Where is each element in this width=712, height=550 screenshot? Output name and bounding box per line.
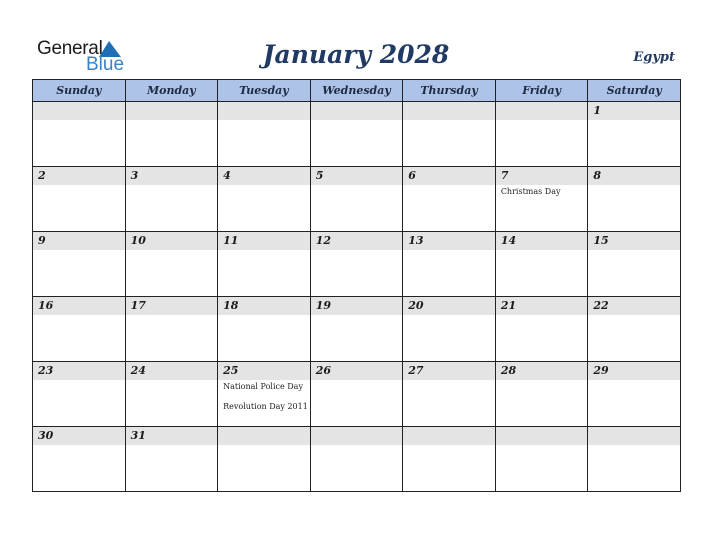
day-cell: [125, 232, 218, 297]
day-cell: [588, 427, 681, 492]
day-cell: [495, 232, 588, 297]
day-number: [496, 427, 588, 445]
day-cell: [495, 102, 588, 167]
day-number: 27: [403, 362, 495, 380]
day-cell: [33, 102, 126, 167]
day-cell: [495, 362, 588, 427]
day-cell: [33, 167, 126, 232]
day-number: 18: [218, 297, 310, 315]
day-number: 19: [311, 297, 403, 315]
day-number: 11: [218, 232, 310, 250]
day-cell: [403, 362, 496, 427]
day-cell: [495, 167, 588, 232]
day-cell: [33, 362, 126, 427]
day-cell: [125, 167, 218, 232]
day-number: [126, 102, 218, 120]
weekday-wednesday: Wednesday: [310, 80, 403, 102]
day-cell: [588, 297, 681, 362]
holiday-event: National Police Day: [223, 382, 303, 391]
day-cell: [125, 362, 218, 427]
day-number: 23: [33, 362, 125, 380]
country-label: Egypt: [633, 50, 675, 65]
day-cell: [588, 362, 681, 427]
week-row: [33, 362, 681, 427]
week-row: [33, 167, 681, 232]
holiday-event: Christmas Day: [500, 187, 561, 196]
week-row: [33, 297, 681, 362]
day-cell: [588, 167, 681, 232]
day-number: 13: [403, 232, 495, 250]
day-cell: [310, 102, 403, 167]
day-cell: [403, 102, 496, 167]
weekday-friday: Friday: [495, 80, 588, 102]
day-cell: [588, 232, 681, 297]
day-cell: [218, 102, 311, 167]
day-number: [588, 427, 680, 445]
week-row: [33, 232, 681, 297]
weekday-sunday: Sunday: [33, 80, 126, 102]
day-number: [403, 427, 495, 445]
day-number: 1: [588, 102, 680, 120]
day-number: 17: [126, 297, 218, 315]
day-number: 14: [496, 232, 588, 250]
day-number: [33, 102, 125, 120]
day-number: 26: [311, 362, 403, 380]
day-number: 5: [311, 167, 403, 185]
weekday-tuesday: Tuesday: [218, 80, 311, 102]
day-number: 15: [588, 232, 680, 250]
day-number: 25: [218, 362, 310, 380]
day-number: 8: [588, 167, 680, 185]
day-number: [403, 102, 495, 120]
day-cell: [218, 297, 311, 362]
day-cell: [495, 297, 588, 362]
day-number: 20: [403, 297, 495, 315]
day-number: 29: [588, 362, 680, 380]
day-cell: [310, 232, 403, 297]
day-cell: [310, 167, 403, 232]
day-cell: [403, 427, 496, 492]
day-cell: [218, 232, 311, 297]
day-number: 22: [588, 297, 680, 315]
day-cell: [33, 297, 126, 362]
weekday-header-row: [33, 80, 681, 102]
calendar-grid: [32, 79, 681, 492]
day-number: 7: [496, 167, 588, 185]
day-number: 9: [33, 232, 125, 250]
logo-general-text: General: [37, 38, 103, 59]
day-number: 21: [496, 297, 588, 315]
day-number: 4: [218, 167, 310, 185]
logo-blue-text: Blue: [86, 54, 125, 75]
day-number: 31: [126, 427, 218, 445]
day-number: [496, 102, 588, 120]
day-cell: [125, 427, 218, 492]
day-cell: [125, 102, 218, 167]
day-number: 24: [126, 362, 218, 380]
day-number: [218, 102, 310, 120]
day-cell: [403, 232, 496, 297]
day-number: 16: [33, 297, 125, 315]
weekday-thursday: Thursday: [403, 80, 496, 102]
day-number: 6: [403, 167, 495, 185]
day-cell: [218, 362, 311, 427]
calendar-title: January 2028: [262, 40, 450, 69]
day-cell: [310, 297, 403, 362]
day-cell: [218, 167, 311, 232]
weekday-saturday: Saturday: [588, 80, 681, 102]
day-number: 28: [496, 362, 588, 380]
day-number: [311, 427, 403, 445]
holiday-event: Revolution Day 2011: [223, 402, 308, 411]
day-cell: [403, 297, 496, 362]
day-number: 2: [33, 167, 125, 185]
week-row: [33, 102, 681, 167]
day-cell: [310, 362, 403, 427]
day-cell: [33, 427, 126, 492]
day-number: 12: [311, 232, 403, 250]
day-cell: [218, 427, 311, 492]
day-number: [311, 102, 403, 120]
weekday-monday: Monday: [125, 80, 218, 102]
day-cell: [125, 297, 218, 362]
day-number: 10: [126, 232, 218, 250]
day-cell: [403, 167, 496, 232]
day-cell: [33, 232, 126, 297]
day-number: 3: [126, 167, 218, 185]
week-row: [33, 427, 681, 492]
day-cell: [495, 427, 588, 492]
day-cell: [310, 427, 403, 492]
day-cell: [588, 102, 681, 167]
day-number: [218, 427, 310, 445]
day-number: 30: [33, 427, 125, 445]
